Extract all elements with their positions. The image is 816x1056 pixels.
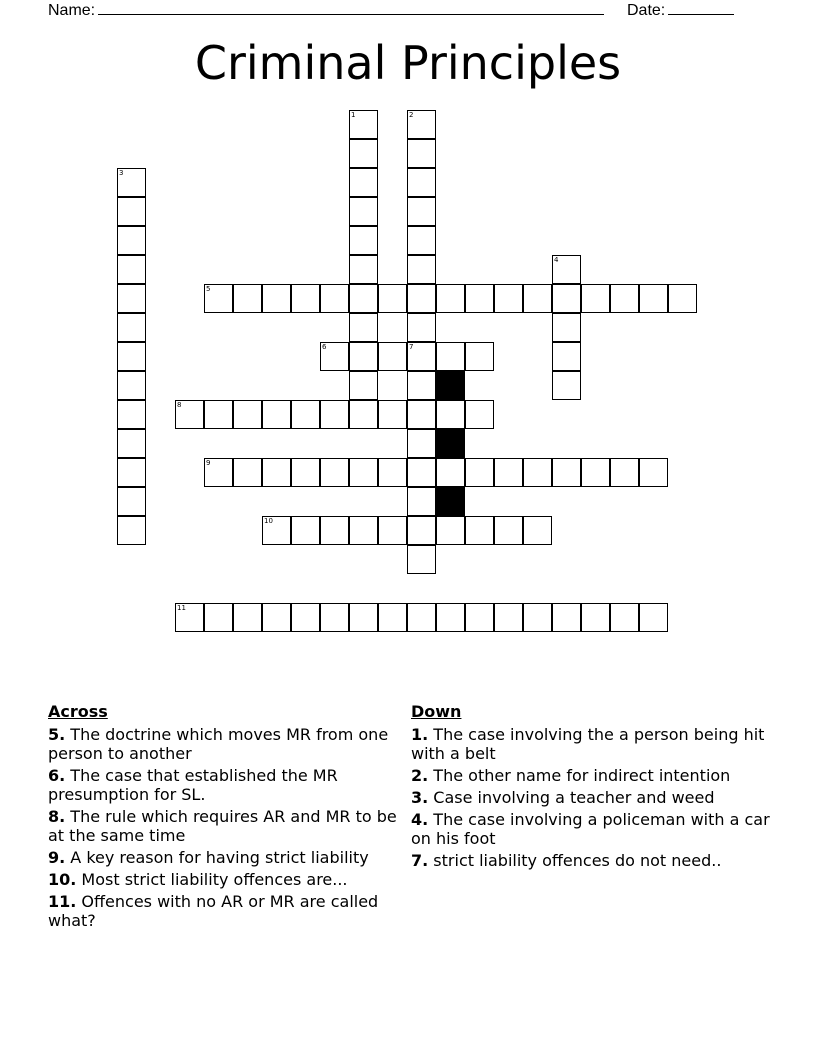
grid-cell[interactable] [465, 603, 494, 632]
across-heading: Across [48, 702, 108, 721]
grid-cell[interactable] [436, 516, 465, 545]
grid-cell[interactable] [407, 197, 436, 226]
page-title: Criminal Principles [194, 36, 622, 90]
grid-cell[interactable] [320, 342, 349, 371]
clue-number-label: 1 [351, 111, 356, 119]
clue-number-label: 4 [554, 256, 559, 264]
grid-cell[interactable] [204, 603, 233, 632]
grid-cell[interactable] [349, 110, 378, 139]
grid-cell[interactable] [378, 458, 407, 487]
grid-cell[interactable] [581, 603, 610, 632]
grid-cell[interactable] [407, 168, 436, 197]
grid-cell[interactable] [291, 400, 320, 429]
grid-cell[interactable] [349, 371, 378, 400]
clue-text: Most strict liability offences are... [76, 870, 348, 889]
grid-cell[interactable] [523, 516, 552, 545]
grid-cell[interactable] [117, 429, 146, 458]
down-heading: Down [411, 702, 462, 721]
grid-cell[interactable] [204, 284, 233, 313]
grid-cell[interactable] [465, 458, 494, 487]
grid-cell[interactable] [639, 284, 668, 313]
grid-cell[interactable] [233, 400, 262, 429]
grid-cell[interactable] [262, 516, 291, 545]
grid-cell[interactable] [436, 284, 465, 313]
grid-cell[interactable] [349, 226, 378, 255]
grid-cell[interactable] [320, 603, 349, 632]
grid-cell[interactable] [291, 516, 320, 545]
grid-cell[interactable] [262, 284, 291, 313]
grid-cell[interactable] [407, 139, 436, 168]
grid-cell[interactable] [262, 603, 291, 632]
grid-cell[interactable] [349, 168, 378, 197]
clue-number: 4. [411, 810, 429, 829]
clue-across-9 [48, 848, 398, 867]
grid-cell[interactable] [349, 197, 378, 226]
grid-cell[interactable] [668, 284, 697, 313]
grid-cell[interactable] [552, 458, 581, 487]
grid-cell[interactable] [117, 255, 146, 284]
grid-cell[interactable] [494, 603, 523, 632]
grid-cell[interactable] [349, 516, 378, 545]
grid-cell[interactable] [117, 371, 146, 400]
grid-cell[interactable] [407, 371, 436, 400]
clue-number: 7. [411, 851, 429, 870]
grid-cell[interactable] [407, 487, 436, 516]
clue-down-3 [411, 788, 771, 807]
grid-cell[interactable] [291, 458, 320, 487]
grid-cell[interactable] [378, 400, 407, 429]
across-clue-list [48, 725, 398, 930]
grid-cell[interactable] [291, 284, 320, 313]
grid-cell[interactable] [117, 458, 146, 487]
grid-cell[interactable] [378, 603, 407, 632]
grid-cell[interactable] [610, 603, 639, 632]
grid-cell[interactable] [552, 313, 581, 342]
grid-cell[interactable] [465, 284, 494, 313]
grid-cell[interactable] [436, 400, 465, 429]
grid-cell[interactable] [523, 284, 552, 313]
grid-cell[interactable] [117, 284, 146, 313]
clue-across-11 [48, 892, 398, 930]
grid-cell[interactable] [117, 168, 146, 197]
grid-cell[interactable] [581, 284, 610, 313]
clue-number: 3. [411, 788, 429, 807]
clue-text: The case that established the MR presumption for SL. [48, 766, 338, 804]
clue-number-label: 3 [119, 169, 124, 177]
clue-text: The rule which requires AR and MR to be at the same time [48, 807, 397, 845]
clue-number-label: 8 [177, 401, 182, 409]
grid-cell[interactable] [552, 255, 581, 284]
grid-cell[interactable] [436, 603, 465, 632]
grid-cell[interactable] [407, 342, 436, 371]
grid-cell[interactable] [262, 400, 291, 429]
grid-cell[interactable] [320, 400, 349, 429]
grid-cell[interactable] [552, 342, 581, 371]
down-clue-list [411, 725, 771, 870]
grid-cell[interactable] [465, 342, 494, 371]
clue-across-10 [48, 870, 398, 889]
grid-cell[interactable] [494, 516, 523, 545]
grid-cell[interactable] [349, 458, 378, 487]
grid-cell[interactable] [552, 284, 581, 313]
clue-number: 5. [48, 725, 66, 744]
clue-text: The case involving the a person being hit with a belt [411, 725, 765, 763]
grid-cell[interactable] [523, 458, 552, 487]
clue-number-label: 9 [206, 459, 211, 467]
grid-cell[interactable] [349, 284, 378, 313]
grid-cell[interactable] [639, 603, 668, 632]
grid-cell[interactable] [436, 342, 465, 371]
grid-cell[interactable] [465, 516, 494, 545]
grid-cell[interactable] [407, 226, 436, 255]
grid-cell[interactable] [407, 284, 436, 313]
grid-cell[interactable] [233, 284, 262, 313]
grid-cell[interactable] [320, 284, 349, 313]
grid-cell[interactable] [378, 284, 407, 313]
grid-cell[interactable] [320, 516, 349, 545]
clue-number: 9. [48, 848, 66, 867]
grid-cell[interactable] [407, 313, 436, 342]
grid-cell[interactable] [494, 458, 523, 487]
clue-number: 8. [48, 807, 66, 826]
grid-cell[interactable] [407, 603, 436, 632]
grid-cell[interactable] [117, 487, 146, 516]
grid-cell[interactable] [523, 603, 552, 632]
clue-text: The case involving a policeman with a car on his foot [411, 810, 770, 848]
clue-text: A key reason for having strict liability [65, 848, 369, 867]
clue-number-label: 10 [264, 517, 273, 525]
clue-across-6 [48, 766, 398, 804]
grid-cell[interactable] [349, 400, 378, 429]
clue-number-label: 5 [206, 285, 211, 293]
grid-cell[interactable] [610, 284, 639, 313]
grid-cell[interactable] [407, 255, 436, 284]
clue-number: 10. [48, 870, 77, 889]
clue-number: 1. [411, 725, 429, 744]
grid-cell[interactable] [175, 603, 204, 632]
clue-text: Case involving a teacher and weed [428, 788, 715, 807]
grid-cell[interactable] [349, 313, 378, 342]
grid-cell[interactable] [117, 226, 146, 255]
grid-cell[interactable] [610, 458, 639, 487]
grid-cell[interactable] [407, 110, 436, 139]
grid-cell[interactable] [407, 458, 436, 487]
clue-text: strict liability offences do not need.. [428, 851, 722, 870]
grid-cell[interactable] [552, 603, 581, 632]
grid-cell[interactable] [639, 458, 668, 487]
down-clues [411, 702, 771, 873]
clue-text: Offences with no AR or MR are called what? [48, 892, 379, 930]
grid-cell[interactable] [378, 516, 407, 545]
grid-cell[interactable] [407, 400, 436, 429]
grid-cell[interactable] [349, 139, 378, 168]
black-cell [436, 371, 465, 400]
black-cell [436, 429, 465, 458]
grid-cell[interactable] [204, 458, 233, 487]
grid-cell[interactable] [175, 400, 204, 429]
grid-cell[interactable] [117, 197, 146, 226]
clue-across-8 [48, 807, 398, 845]
clue-number-label: 7 [409, 343, 414, 351]
grid-cell[interactable] [494, 284, 523, 313]
clue-number-label: 2 [409, 111, 414, 119]
grid-cell[interactable] [204, 400, 233, 429]
clue-number: 6. [48, 766, 66, 785]
grid-cell[interactable] [233, 458, 262, 487]
clue-text: The other name for indirect intention [428, 766, 731, 785]
clue-down-1 [411, 725, 771, 763]
clue-down-7 [411, 851, 771, 870]
grid-cell[interactable] [349, 255, 378, 284]
clue-number-label: 11 [177, 604, 186, 612]
grid-cell[interactable] [436, 458, 465, 487]
grid-cell[interactable] [407, 429, 436, 458]
date-label: Date: [627, 2, 666, 19]
grid-cell[interactable] [581, 458, 610, 487]
clue-down-4 [411, 810, 771, 848]
grid-cell[interactable] [552, 371, 581, 400]
clue-down-2 [411, 766, 771, 785]
black-cell [436, 487, 465, 516]
grid-cell[interactable] [117, 313, 146, 342]
grid-cell[interactable] [465, 400, 494, 429]
grid-cell[interactable] [407, 545, 436, 574]
grid-cell[interactable] [117, 516, 146, 545]
grid-cell[interactable] [291, 603, 320, 632]
grid-cell[interactable] [233, 603, 262, 632]
grid-cell[interactable] [378, 342, 407, 371]
grid-cell[interactable] [349, 603, 378, 632]
name-label: Name: [48, 2, 96, 19]
grid-cell[interactable] [262, 458, 291, 487]
across-clues [48, 702, 398, 933]
clue-text: The doctrine which moves MR from one person to another [48, 725, 389, 763]
grid-cell[interactable] [407, 516, 436, 545]
grid-cell[interactable] [349, 342, 378, 371]
clue-across-5 [48, 725, 398, 763]
grid-cell[interactable] [117, 400, 146, 429]
grid-cell[interactable] [320, 458, 349, 487]
clue-number-label: 6 [322, 343, 327, 351]
clue-number: 11. [48, 892, 77, 911]
clue-number: 2. [411, 766, 429, 785]
grid-cell[interactable] [117, 342, 146, 371]
